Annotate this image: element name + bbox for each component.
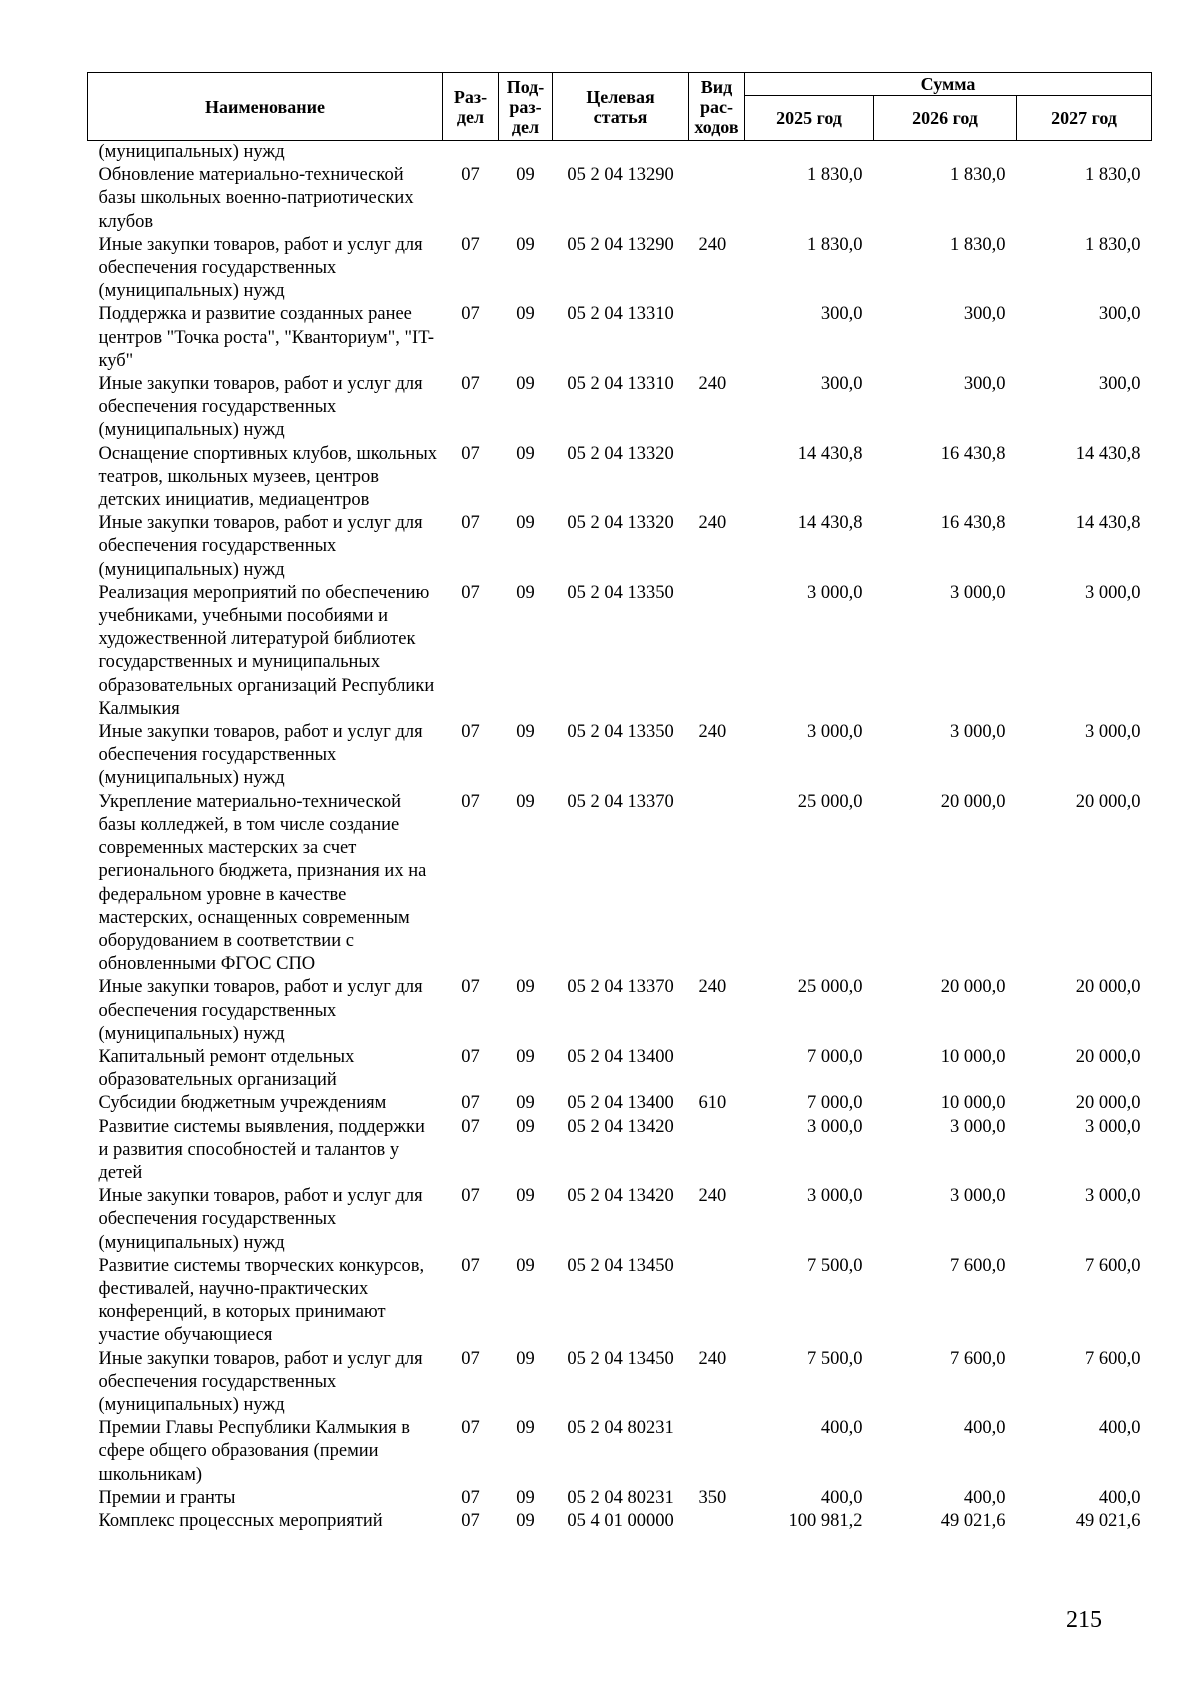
row-expense-type: 240 [698,722,727,743]
row-target-article: 05 2 04 13350 [567,722,674,743]
row-name: Реализация мероприятий по обеспечению учебниками, учебными пособиями и художественной литературой библиотек государственных и муниципальных образовательных организаций Республики Калмыкия [98,582,435,719]
table-row [88,1185,1152,1255]
row-razdel: 07 [461,1093,480,1114]
row-name: Иные закупки товаров, работ и услуг для обеспечения государственных (муниципальных) нужд [98,722,423,789]
row-sum-2027: 20 000,0 [1075,977,1141,998]
row-name: Субсидии бюджетным учреждениям [98,1093,387,1114]
row-name: Иные закупки товаров, работ и услуг для обеспечения государственных (муниципальных) нужд [98,513,423,580]
row-target-article: 05 2 04 13370 [567,977,674,998]
row-sum-2026: 7 600,0 [950,1348,1006,1369]
row-target-article: 05 2 04 13350 [567,582,674,603]
row-sum-2026: 3 000,0 [950,1186,1006,1207]
row-razdel: 07 [461,1046,480,1067]
table-row [88,512,1152,582]
table-row [88,1510,1152,1533]
row-sum-2027: 14 430,8 [1075,513,1141,534]
header-expense-type [689,73,745,141]
row-razdel: 07 [461,443,480,464]
header-sum: Сумма [745,73,1152,96]
row-podrazdel: 09 [516,304,535,325]
row-target-article: 05 2 04 13450 [567,1348,674,1369]
table-row [88,1116,1152,1186]
row-expense-type [689,1510,745,1533]
row-sum-2025: 3 000,0 [807,722,863,743]
row-podrazdel: 09 [516,1093,535,1114]
row-podrazdel: 09 [516,582,535,603]
row-sum-2027: 7 600,0 [1085,1348,1141,1369]
row-expense-type [689,141,745,165]
row-expense-type [689,1116,745,1186]
row-sum-2025: 300,0 [820,374,863,395]
row-sum-2026: 3 000,0 [950,722,1006,743]
row-podrazdel: 09 [516,374,535,395]
table-row [88,976,1152,1046]
row-sum-2026: 7 600,0 [950,1255,1006,1276]
row-sum-2025: 1 830,0 [807,165,863,186]
row-target-article: 05 2 04 13420 [567,1186,674,1207]
row-sum-2026: 10 000,0 [940,1046,1006,1067]
row-name: Иные закупки товаров, работ и услуг для обеспечения государственных (муниципальных) нужд [98,1348,423,1415]
row-target-article: 05 2 04 13450 [567,1255,674,1276]
row-sum-2025: 100 981,2 [788,1510,863,1531]
row-target-article: 05 2 04 13310 [567,304,674,325]
row-sum-2027: 400,0 [1098,1418,1141,1439]
row-sum-2027 [1017,141,1152,165]
row-sum-2025: 7 000,0 [807,1046,863,1067]
row-target-article: 05 2 04 13420 [567,1116,674,1137]
row-podrazdel: 09 [516,1255,535,1276]
row-podrazdel: 09 [516,1348,535,1369]
row-razdel: 07 [461,1348,480,1369]
table-row [88,1348,1152,1418]
row-name: Премии Главы Республики Калмыкия в сфере общего образования (премии школьникам) [98,1418,411,1485]
row-sum-2026: 3 000,0 [950,1116,1006,1137]
row-podrazdel: 09 [516,977,535,998]
row-podrazdel: 09 [516,1510,535,1531]
row-podrazdel: 09 [516,1046,535,1067]
page-number: 215 [1066,1607,1102,1633]
row-expense-type: 610 [698,1093,727,1114]
table-row [88,234,1152,304]
row-sum-2025 [745,141,874,165]
row-name: Иные закупки товаров, работ и услуг для обеспечения государственных (муниципальных) нужд [98,234,423,302]
row-podrazdel: 09 [516,1186,535,1207]
header-year-2027: 2027 год [1017,96,1152,141]
row-sum-2025: 7 000,0 [807,1093,863,1114]
row-expense-type [689,791,745,977]
row-sum-2025: 3 000,0 [807,1116,863,1137]
row-sum-2026: 300,0 [963,374,1006,395]
row-name: Оснащение спортивных клубов, школьных театров, школьных музеев, центров детских инициатив, медиацентров [98,443,437,511]
table-row [88,373,1152,443]
row-expense-type [689,1417,745,1487]
table-row [88,141,1152,165]
row-podrazdel [499,141,553,165]
row-razdel: 07 [461,1487,480,1508]
row-sum-2027: 3 000,0 [1085,1186,1141,1207]
row-sum-2027: 3 000,0 [1085,722,1141,743]
row-target-article: 05 2 04 13290 [567,165,674,186]
row-name: Укрепление материально-технической базы колледжей, в том числе создание современных мастерских за счет регионального бюджета, признания их на федеральном уровне в качестве мастерских, оснащенных современным оборудованием в соответствии с обновленными ФГОС СПО [98,791,427,975]
row-target-article: 05 2 04 13320 [567,443,674,464]
header-year-2025: 2025 год [745,96,874,141]
row-name: Иные закупки товаров, работ и услуг для обеспечения государственных (муниципальных) нужд [98,977,423,1044]
row-razdel: 07 [461,1255,480,1276]
row-razdel: 07 [461,304,480,325]
table-row [88,721,1152,791]
row-podrazdel: 09 [516,1116,535,1137]
row-target-article: 05 2 04 80231 [567,1418,674,1439]
header-razdel [443,73,499,141]
table-row [88,1417,1152,1487]
header-name: Наименование [88,73,443,141]
row-sum-2025: 14 430,8 [797,513,863,534]
row-expense-type: 350 [698,1487,727,1508]
row-sum-2027: 300,0 [1098,374,1141,395]
row-name: Развитие системы творческих конкурсов, фестивалей, научно-практических конференций, в которых принимают участие обучающиеся [98,1255,425,1346]
row-sum-2027: 20 000,0 [1075,1046,1141,1067]
table-row [88,791,1152,977]
row-podrazdel: 09 [516,165,535,186]
row-sum-2025: 25 000,0 [797,977,863,998]
row-sum-2026: 400,0 [963,1418,1006,1439]
row-sum-2026: 20 000,0 [940,977,1006,998]
row-razdel [443,141,499,165]
row-razdel: 07 [461,1418,480,1439]
row-podrazdel: 09 [516,791,535,812]
row-target-article: 05 2 04 80231 [567,1487,674,1508]
table-row [88,164,1152,234]
row-name: Иные закупки товаров, работ и услуг для обеспечения государственных (муниципальных) нужд [98,1186,423,1253]
row-name: Развитие системы выявления, поддержки и развития способностей и талантов у детей [98,1116,425,1183]
row-podrazdel: 09 [516,1418,535,1439]
row-sum-2026: 10 000,0 [940,1093,1006,1114]
row-razdel: 07 [461,1186,480,1207]
row-target-article: 05 4 01 00000 [567,1510,674,1531]
table-row [88,1092,1152,1115]
row-razdel: 07 [461,234,480,255]
row-podrazdel: 09 [516,513,535,534]
header-podrazdel-text: Под- раз- дел [506,76,545,137]
row-sum-2027: 49 021,6 [1075,1510,1141,1531]
row-sum-2025: 3 000,0 [807,1186,863,1207]
row-target-article: 05 2 04 13290 [567,234,674,255]
row-expense-type: 240 [698,374,727,395]
row-sum-2025: 300,0 [820,304,863,325]
row-sum-2027: 3 000,0 [1085,1116,1141,1137]
row-target-article: 05 2 04 13400 [567,1046,674,1067]
row-expense-type [689,443,745,513]
row-sum-2026: 1 830,0 [950,234,1006,255]
table-row [88,1255,1152,1348]
header-year-2026: 2026 год [874,96,1017,141]
row-sum-2026: 16 430,8 [940,443,1006,464]
row-razdel: 07 [461,582,480,603]
row-razdel: 07 [461,1510,480,1531]
row-sum-2027: 3 000,0 [1085,582,1141,603]
row-razdel: 07 [461,374,480,395]
row-sum-2026: 1 830,0 [950,165,1006,186]
table-row [88,1487,1152,1510]
row-razdel: 07 [461,791,480,812]
row-sum-2027: 20 000,0 [1075,1093,1141,1114]
row-name: Поддержка и развитие созданных ранее центров "Точка роста", "Кванториум", "IT-куб" [98,304,434,371]
row-expense-type [689,164,745,234]
row-sum-2027: 300,0 [1098,304,1141,325]
table-body [88,141,1152,1534]
row-razdel: 07 [461,722,480,743]
row-sum-2025: 25 000,0 [797,791,863,812]
row-sum-2027: 14 430,8 [1075,443,1141,464]
row-sum-2026: 3 000,0 [950,582,1006,603]
header-target-article [553,73,689,141]
row-sum-2026: 400,0 [963,1487,1006,1508]
table-row [88,582,1152,721]
row-sum-2027: 1 830,0 [1085,234,1141,255]
row-sum-2026: 49 021,6 [940,1510,1006,1531]
row-target-article: 05 2 04 13400 [567,1093,674,1114]
row-name: Комплекс процессных мероприятий [98,1510,383,1531]
row-sum-2025: 400,0 [820,1487,863,1508]
row-sum-2027: 20 000,0 [1075,791,1141,812]
row-expense-type: 240 [698,234,727,255]
row-name: (муниципальных) нужд [98,142,285,162]
row-sum-2025: 7 500,0 [807,1255,863,1276]
row-sum-2026: 16 430,8 [940,513,1006,534]
table-row [88,1046,1152,1092]
header-podrazdel [499,73,553,141]
row-podrazdel: 09 [516,1487,535,1508]
header-target-text: Целевая статья [586,86,655,127]
row-name: Премии и гранты [98,1487,236,1508]
row-target-article: 05 2 04 13370 [567,791,674,812]
row-sum-2025: 14 430,8 [797,443,863,464]
row-podrazdel: 09 [516,722,535,743]
row-target-article: 05 2 04 13320 [567,513,674,534]
row-sum-2026: 300,0 [963,304,1006,325]
row-sum-2025: 400,0 [820,1418,863,1439]
row-sum-2025: 3 000,0 [807,582,863,603]
row-podrazdel: 09 [516,234,535,255]
row-sum-2027: 7 600,0 [1085,1255,1141,1276]
row-sum-2025: 7 500,0 [807,1348,863,1369]
header-razdel-text: Раз- дел [453,86,488,127]
row-expense-type [689,582,745,721]
row-podrazdel: 09 [516,443,535,464]
row-target-article [553,141,689,165]
row-expense-type: 240 [698,1348,727,1369]
row-sum-2026: 20 000,0 [940,791,1006,812]
row-sum-2027: 400,0 [1098,1487,1141,1508]
row-razdel: 07 [461,1116,480,1137]
row-razdel: 07 [461,165,480,186]
row-name: Обновление материально-технической базы школьных военно-патриотических клубов [98,165,414,232]
row-target-article: 05 2 04 13310 [567,374,674,395]
row-razdel: 07 [461,977,480,998]
row-name: Капитальный ремонт отдельных образовательных организаций [98,1046,355,1091]
row-sum-2025: 1 830,0 [807,234,863,255]
table-header [88,73,1152,141]
row-expense-type [689,1046,745,1092]
row-razdel: 07 [461,513,480,534]
row-sum-2026 [874,141,1017,165]
row-expense-type: 240 [698,1186,727,1207]
table-row [88,303,1152,373]
budget-table [87,72,1152,1533]
row-expense-type [689,1255,745,1348]
row-expense-type [689,303,745,373]
row-expense-type: 240 [698,977,727,998]
table-row [88,443,1152,513]
header-vid-text: Вид рас- ходов [694,76,739,137]
row-name: Иные закупки товаров, работ и услуг для обеспечения государственных (муниципальных) нужд [98,374,423,441]
row-expense-type: 240 [698,513,727,534]
row-sum-2027: 1 830,0 [1085,165,1141,186]
